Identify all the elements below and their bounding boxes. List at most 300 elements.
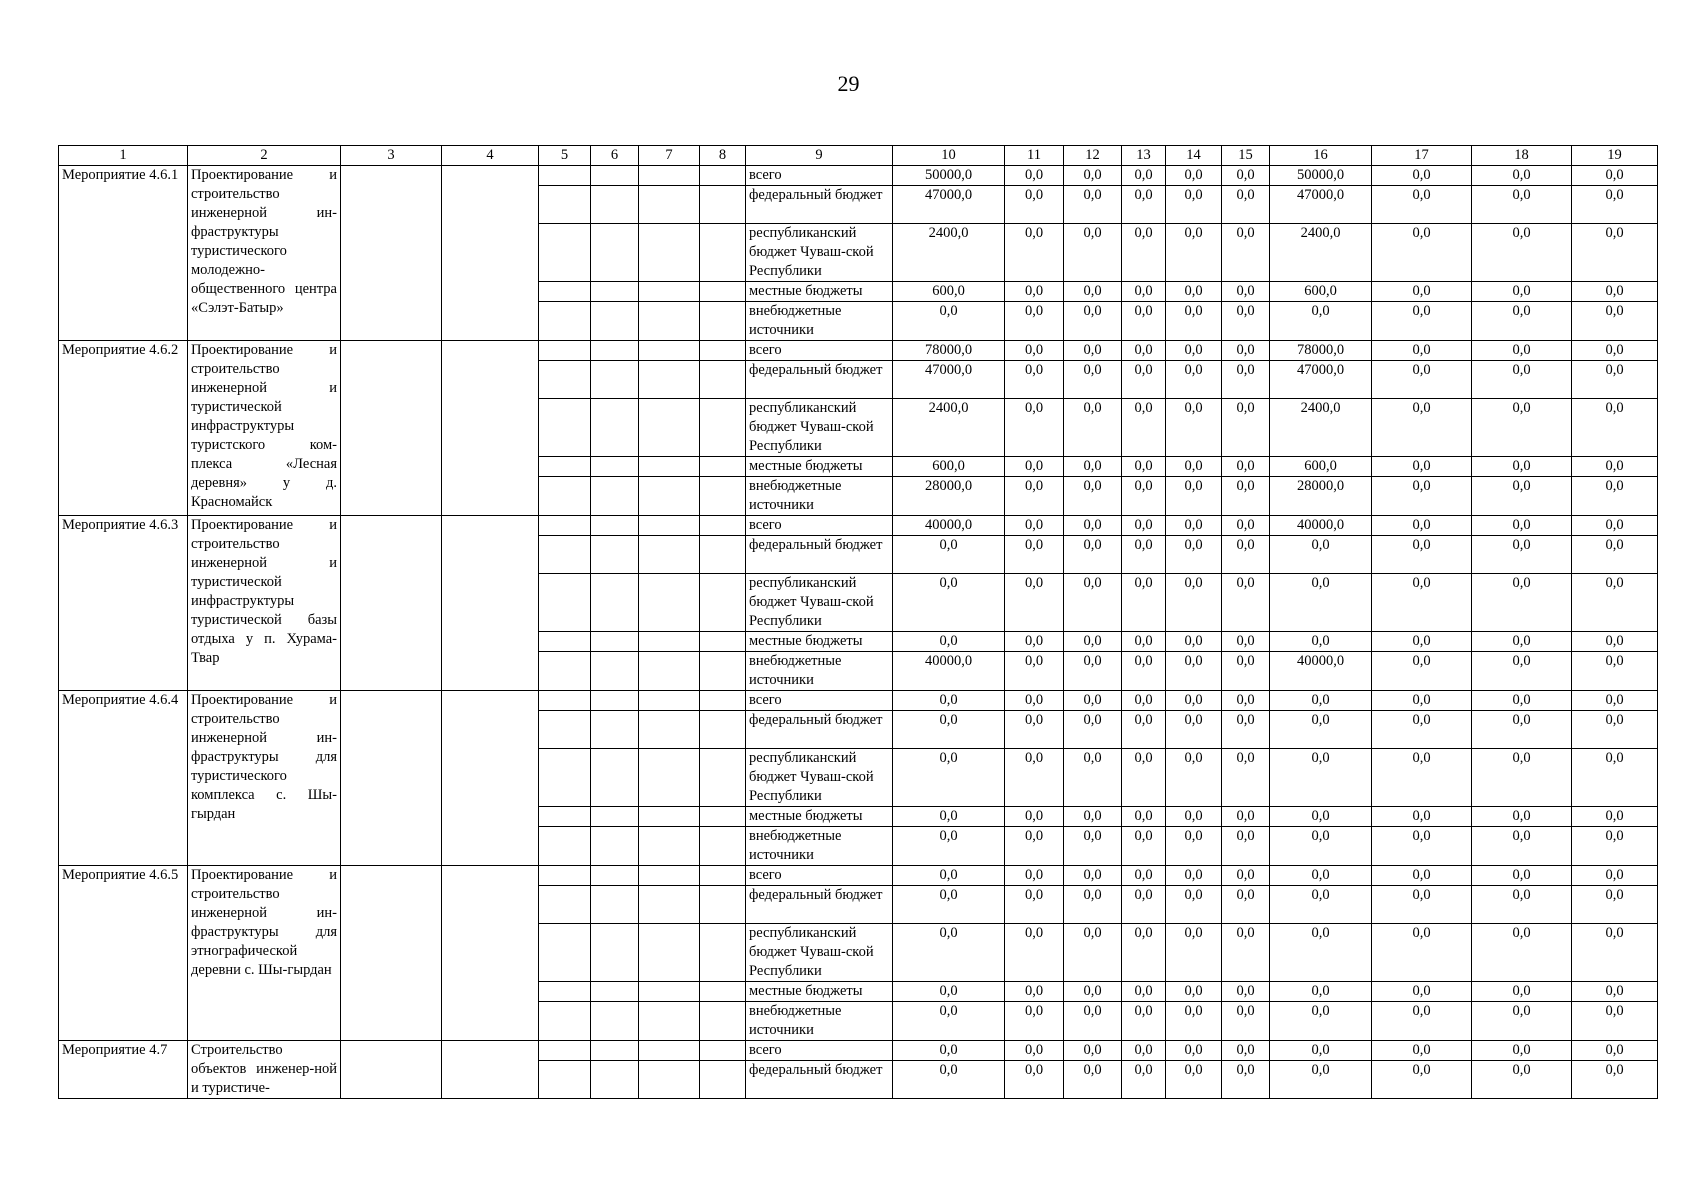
value-cell: 0,0: [1166, 886, 1222, 924]
value-cell: 0,0: [1572, 224, 1658, 282]
value-cell: 0,0: [1122, 457, 1166, 477]
value-cell: 0,0: [1166, 166, 1222, 186]
value-cell: 0,0: [1472, 691, 1572, 711]
empty-cell: [591, 886, 639, 924]
value-cell: 0,0: [1372, 924, 1472, 982]
empty-cell: [639, 652, 700, 691]
value-cell: 0,0: [1372, 302, 1472, 341]
value-cell: 0,0: [1166, 477, 1222, 516]
value-cell: 0,0: [1064, 186, 1122, 224]
value-cell: 0,0: [893, 827, 1005, 866]
value-cell: 0,0: [1166, 1002, 1222, 1041]
measure-name: Проектирование и строительство инженерной ин-фраструктуры туристического молодежно-общественного центра «Сэлэт-Батыр»: [188, 166, 341, 341]
column-header: 9: [746, 146, 893, 166]
empty-cell: [442, 341, 539, 516]
value-cell: 0,0: [1005, 516, 1064, 536]
value-cell: 0,0: [1270, 1061, 1372, 1099]
value-cell: 0,0: [1472, 166, 1572, 186]
value-cell: 0,0: [1270, 827, 1372, 866]
value-cell: 0,0: [1064, 632, 1122, 652]
funding-source: внебюджетные источники: [746, 827, 893, 866]
empty-cell: [700, 1061, 746, 1099]
value-cell: 0,0: [1372, 361, 1472, 399]
value-cell: 0,0: [1064, 924, 1122, 982]
empty-cell: [591, 282, 639, 302]
value-cell: 0,0: [1572, 457, 1658, 477]
value-cell: 0,0: [1472, 477, 1572, 516]
value-cell: 0,0: [1372, 982, 1472, 1002]
empty-cell: [341, 166, 442, 341]
value-cell: 0,0: [1372, 827, 1472, 866]
measure-id: Мероприятие 4.6.5: [59, 866, 188, 1041]
empty-cell: [591, 166, 639, 186]
value-cell: 0,0: [1064, 516, 1122, 536]
value-cell: 0,0: [1122, 652, 1166, 691]
measure-name: Строительство объектов инженер-ной и туристиче-: [188, 1041, 341, 1099]
value-cell: 0,0: [1005, 749, 1064, 807]
value-cell: 0,0: [1222, 886, 1270, 924]
value-cell: 78000,0: [893, 341, 1005, 361]
empty-cell: [700, 399, 746, 457]
value-cell: 0,0: [1472, 282, 1572, 302]
empty-cell: [591, 399, 639, 457]
empty-cell: [539, 224, 591, 282]
value-cell: 47000,0: [1270, 186, 1372, 224]
funding-source: федеральный бюджет: [746, 711, 893, 749]
empty-cell: [591, 982, 639, 1002]
empty-cell: [700, 632, 746, 652]
value-cell: 0,0: [1064, 886, 1122, 924]
empty-cell: [539, 361, 591, 399]
value-cell: 0,0: [1472, 1041, 1572, 1061]
value-cell: 0,0: [1166, 341, 1222, 361]
value-cell: 0,0: [1222, 166, 1270, 186]
empty-cell: [700, 749, 746, 807]
value-cell: 0,0: [1472, 302, 1572, 341]
column-header: 3: [341, 146, 442, 166]
value-cell: 2400,0: [893, 399, 1005, 457]
value-cell: 0,0: [1372, 166, 1472, 186]
value-cell: 0,0: [1372, 1061, 1472, 1099]
value-cell: 0,0: [1064, 982, 1122, 1002]
value-cell: 0,0: [1122, 749, 1166, 807]
value-cell: 0,0: [1472, 652, 1572, 691]
empty-cell: [539, 982, 591, 1002]
funding-source: федеральный бюджет: [746, 361, 893, 399]
value-cell: 0,0: [1572, 186, 1658, 224]
value-cell: 0,0: [1122, 982, 1166, 1002]
value-cell: 0,0: [1222, 341, 1270, 361]
value-cell: 0,0: [1222, 574, 1270, 632]
value-cell: 0,0: [1005, 632, 1064, 652]
empty-cell: [639, 536, 700, 574]
value-cell: 0,0: [1222, 691, 1270, 711]
value-cell: 0,0: [1064, 711, 1122, 749]
empty-cell: [591, 224, 639, 282]
value-cell: 0,0: [1372, 282, 1472, 302]
empty-cell: [700, 924, 746, 982]
value-cell: 0,0: [1572, 827, 1658, 866]
value-cell: 0,0: [1372, 866, 1472, 886]
empty-cell: [700, 516, 746, 536]
value-cell: 0,0: [1064, 1061, 1122, 1099]
value-cell: 0,0: [1372, 341, 1472, 361]
empty-cell: [700, 166, 746, 186]
funding-source: всего: [746, 1041, 893, 1061]
value-cell: 0,0: [1064, 399, 1122, 457]
value-cell: 0,0: [1122, 632, 1166, 652]
table-row: [59, 341, 1658, 361]
budget-table: [58, 145, 1658, 1099]
value-cell: 0,0: [1064, 574, 1122, 632]
empty-cell: [341, 1041, 442, 1099]
empty-cell: [539, 924, 591, 982]
value-cell: 0,0: [1472, 982, 1572, 1002]
value-cell: 0,0: [1166, 186, 1222, 224]
value-cell: 0,0: [1005, 457, 1064, 477]
value-cell: 0,0: [1166, 924, 1222, 982]
empty-cell: [591, 302, 639, 341]
value-cell: 0,0: [1270, 691, 1372, 711]
column-header: 10: [893, 146, 1005, 166]
value-cell: 0,0: [1572, 632, 1658, 652]
value-cell: 0,0: [1572, 536, 1658, 574]
value-cell: 0,0: [1472, 361, 1572, 399]
value-cell: 40000,0: [893, 652, 1005, 691]
empty-cell: [539, 302, 591, 341]
empty-cell: [539, 341, 591, 361]
empty-cell: [442, 516, 539, 691]
empty-cell: [700, 341, 746, 361]
value-cell: 0,0: [1372, 691, 1472, 711]
value-cell: 0,0: [1005, 652, 1064, 691]
empty-cell: [539, 166, 591, 186]
value-cell: 28000,0: [893, 477, 1005, 516]
value-cell: 0,0: [1222, 827, 1270, 866]
value-cell: 0,0: [1372, 477, 1472, 516]
empty-cell: [539, 477, 591, 516]
value-cell: 0,0: [893, 536, 1005, 574]
value-cell: 0,0: [1222, 1002, 1270, 1041]
empty-cell: [639, 827, 700, 866]
value-cell: 0,0: [1064, 341, 1122, 361]
empty-cell: [700, 866, 746, 886]
table-body: [59, 146, 1658, 1099]
value-cell: 0,0: [1270, 536, 1372, 574]
value-cell: 0,0: [1122, 574, 1166, 632]
value-cell: 0,0: [1270, 924, 1372, 982]
value-cell: 0,0: [1122, 399, 1166, 457]
column-header: 14: [1166, 146, 1222, 166]
value-cell: 0,0: [893, 749, 1005, 807]
empty-cell: [539, 632, 591, 652]
value-cell: 0,0: [1166, 632, 1222, 652]
value-cell: 0,0: [1372, 632, 1472, 652]
value-cell: 0,0: [1122, 361, 1166, 399]
column-header: 18: [1472, 146, 1572, 166]
value-cell: 600,0: [1270, 457, 1372, 477]
funding-source: внебюджетные источники: [746, 652, 893, 691]
empty-cell: [341, 341, 442, 516]
value-cell: 0,0: [1005, 282, 1064, 302]
empty-cell: [700, 302, 746, 341]
empty-cell: [341, 691, 442, 866]
value-cell: 0,0: [893, 807, 1005, 827]
measure-id: Мероприятие 4.6.1: [59, 166, 188, 341]
empty-cell: [539, 282, 591, 302]
measure-id: Мероприятие 4.6.2: [59, 341, 188, 516]
value-cell: 0,0: [893, 1002, 1005, 1041]
empty-cell: [591, 807, 639, 827]
empty-cell: [539, 574, 591, 632]
empty-cell: [639, 1041, 700, 1061]
value-cell: 40000,0: [893, 516, 1005, 536]
empty-cell: [591, 711, 639, 749]
value-cell: 0,0: [1270, 807, 1372, 827]
value-cell: 0,0: [1222, 632, 1270, 652]
value-cell: 0,0: [1005, 924, 1064, 982]
value-cell: 0,0: [1005, 399, 1064, 457]
empty-cell: [639, 711, 700, 749]
funding-source: местные бюджеты: [746, 632, 893, 652]
value-cell: 0,0: [893, 924, 1005, 982]
funding-source: всего: [746, 691, 893, 711]
value-cell: 0,0: [1270, 711, 1372, 749]
column-header: 4: [442, 146, 539, 166]
value-cell: 0,0: [1122, 516, 1166, 536]
empty-cell: [700, 224, 746, 282]
value-cell: 0,0: [1166, 691, 1222, 711]
value-cell: 0,0: [1166, 516, 1222, 536]
funding-source: местные бюджеты: [746, 982, 893, 1002]
empty-cell: [700, 1002, 746, 1041]
measure-name: Проектирование и строительство инженерной ин-фраструктуры для туристического комплекса с. Шы-гырдан: [188, 691, 341, 866]
empty-cell: [639, 341, 700, 361]
value-cell: 0,0: [1572, 399, 1658, 457]
empty-cell: [591, 536, 639, 574]
value-cell: 0,0: [1572, 652, 1658, 691]
empty-cell: [700, 711, 746, 749]
column-header: 16: [1270, 146, 1372, 166]
value-cell: 0,0: [1005, 711, 1064, 749]
value-cell: 0,0: [1166, 574, 1222, 632]
value-cell: 0,0: [1372, 399, 1472, 457]
value-cell: 0,0: [1372, 186, 1472, 224]
value-cell: 0,0: [1472, 516, 1572, 536]
empty-cell: [639, 302, 700, 341]
empty-cell: [591, 516, 639, 536]
value-cell: 0,0: [893, 711, 1005, 749]
value-cell: 0,0: [1064, 166, 1122, 186]
value-cell: 0,0: [1572, 924, 1658, 982]
value-cell: 0,0: [1005, 166, 1064, 186]
value-cell: 47000,0: [1270, 361, 1372, 399]
value-cell: 0,0: [1372, 711, 1472, 749]
value-cell: 0,0: [1005, 574, 1064, 632]
value-cell: 0,0: [1166, 1041, 1222, 1061]
value-cell: 0,0: [1472, 1061, 1572, 1099]
empty-cell: [539, 886, 591, 924]
value-cell: 50000,0: [1270, 166, 1372, 186]
measure-id: Мероприятие 4.7: [59, 1041, 188, 1099]
value-cell: 0,0: [1166, 1061, 1222, 1099]
empty-cell: [539, 399, 591, 457]
empty-cell: [700, 827, 746, 866]
value-cell: 0,0: [893, 632, 1005, 652]
value-cell: 0,0: [1572, 711, 1658, 749]
value-cell: 0,0: [1005, 866, 1064, 886]
value-cell: 0,0: [1572, 302, 1658, 341]
empty-cell: [639, 361, 700, 399]
value-cell: 0,0: [1572, 1041, 1658, 1061]
value-cell: 0,0: [1122, 924, 1166, 982]
value-cell: 0,0: [1372, 457, 1472, 477]
column-header: 13: [1122, 146, 1166, 166]
value-cell: 0,0: [1472, 574, 1572, 632]
empty-cell: [539, 652, 591, 691]
value-cell: 0,0: [1222, 457, 1270, 477]
value-cell: 0,0: [1005, 1041, 1064, 1061]
measure-name: Проектирование и строительство инженерной и туристической инфраструктуры туристского ком-плекса «Лесная деревня» у д. Красномайск: [188, 341, 341, 516]
funding-source: республиканский бюджет Чуваш-ской Республики: [746, 924, 893, 982]
table-row: [59, 166, 1658, 186]
funding-source: внебюджетные источники: [746, 477, 893, 516]
funding-source: федеральный бюджет: [746, 886, 893, 924]
value-cell: 0,0: [1222, 361, 1270, 399]
empty-cell: [639, 924, 700, 982]
empty-cell: [591, 477, 639, 516]
value-cell: 0,0: [1572, 282, 1658, 302]
value-cell: 0,0: [1270, 982, 1372, 1002]
value-cell: 0,0: [1122, 186, 1166, 224]
value-cell: 0,0: [1372, 536, 1472, 574]
value-cell: 0,0: [1222, 652, 1270, 691]
empty-cell: [639, 691, 700, 711]
value-cell: 0,0: [1372, 749, 1472, 807]
value-cell: 0,0: [1222, 982, 1270, 1002]
empty-cell: [442, 866, 539, 1041]
value-cell: 0,0: [1372, 1041, 1472, 1061]
funding-source: местные бюджеты: [746, 282, 893, 302]
value-cell: 600,0: [893, 282, 1005, 302]
value-cell: 0,0: [893, 866, 1005, 886]
value-cell: 0,0: [1064, 691, 1122, 711]
value-cell: 0,0: [1572, 574, 1658, 632]
value-cell: 0,0: [893, 1041, 1005, 1061]
value-cell: 0,0: [1122, 166, 1166, 186]
funding-source: всего: [746, 166, 893, 186]
value-cell: 0,0: [1472, 341, 1572, 361]
empty-cell: [700, 457, 746, 477]
value-cell: 0,0: [1222, 302, 1270, 341]
value-cell: 0,0: [1572, 166, 1658, 186]
value-cell: 0,0: [1005, 691, 1064, 711]
value-cell: 2400,0: [1270, 399, 1372, 457]
value-cell: 0,0: [1372, 516, 1472, 536]
value-cell: 0,0: [1064, 1041, 1122, 1061]
empty-cell: [639, 1002, 700, 1041]
column-header: 5: [539, 146, 591, 166]
value-cell: 0,0: [1064, 361, 1122, 399]
value-cell: 40000,0: [1270, 652, 1372, 691]
value-cell: 47000,0: [893, 361, 1005, 399]
column-header: 2: [188, 146, 341, 166]
value-cell: 0,0: [1122, 341, 1166, 361]
value-cell: 0,0: [1005, 827, 1064, 866]
measure-name: Проектирование и строительство инженерной ин-фраструктуры для этнографической деревни с. Шы-гырдан: [188, 866, 341, 1041]
value-cell: 0,0: [1222, 282, 1270, 302]
value-cell: 0,0: [1472, 224, 1572, 282]
funding-source: республиканский бюджет Чуваш-ской Республики: [746, 224, 893, 282]
empty-cell: [591, 866, 639, 886]
funding-source: федеральный бюджет: [746, 536, 893, 574]
value-cell: 0,0: [1472, 536, 1572, 574]
value-cell: 0,0: [1005, 536, 1064, 574]
value-cell: 0,0: [893, 886, 1005, 924]
value-cell: 0,0: [1005, 982, 1064, 1002]
empty-cell: [539, 186, 591, 224]
value-cell: 0,0: [1472, 924, 1572, 982]
value-cell: 0,0: [1064, 827, 1122, 866]
funding-source: республиканский бюджет Чуваш-ской Республики: [746, 749, 893, 807]
value-cell: 0,0: [1122, 866, 1166, 886]
value-cell: 0,0: [1222, 536, 1270, 574]
empty-cell: [591, 749, 639, 807]
value-cell: 0,0: [1222, 711, 1270, 749]
value-cell: 0,0: [1270, 886, 1372, 924]
value-cell: 2400,0: [893, 224, 1005, 282]
value-cell: 0,0: [1122, 691, 1166, 711]
column-header: 19: [1572, 146, 1658, 166]
value-cell: 0,0: [1064, 302, 1122, 341]
value-cell: 0,0: [1064, 536, 1122, 574]
value-cell: 0,0: [1166, 827, 1222, 866]
value-cell: 0,0: [1222, 1041, 1270, 1061]
empty-cell: [639, 516, 700, 536]
empty-cell: [700, 691, 746, 711]
value-cell: 0,0: [1122, 886, 1166, 924]
value-cell: 0,0: [1122, 1041, 1166, 1061]
value-cell: 0,0: [1005, 477, 1064, 516]
value-cell: 0,0: [1472, 186, 1572, 224]
value-cell: 2400,0: [1270, 224, 1372, 282]
value-cell: 0,0: [1005, 886, 1064, 924]
value-cell: 0,0: [1122, 827, 1166, 866]
table-row: [59, 1041, 1658, 1061]
value-cell: 0,0: [1270, 574, 1372, 632]
value-cell: 0,0: [1270, 1041, 1372, 1061]
measure-id: Мероприятие 4.6.3: [59, 516, 188, 691]
value-cell: 0,0: [1270, 1002, 1372, 1041]
value-cell: 0,0: [1222, 399, 1270, 457]
empty-cell: [700, 536, 746, 574]
value-cell: 0,0: [1166, 282, 1222, 302]
value-cell: 0,0: [1222, 186, 1270, 224]
value-cell: 0,0: [1122, 282, 1166, 302]
value-cell: 0,0: [1222, 866, 1270, 886]
column-header: 6: [591, 146, 639, 166]
column-header: 1: [59, 146, 188, 166]
value-cell: 0,0: [1270, 866, 1372, 886]
empty-cell: [539, 1061, 591, 1099]
empty-cell: [591, 1061, 639, 1099]
value-cell: 0,0: [1472, 711, 1572, 749]
value-cell: 0,0: [1166, 866, 1222, 886]
value-cell: 0,0: [1166, 711, 1222, 749]
empty-cell: [539, 866, 591, 886]
funding-source: республиканский бюджет Чуваш-ской Республики: [746, 574, 893, 632]
funding-source: федеральный бюджет: [746, 186, 893, 224]
